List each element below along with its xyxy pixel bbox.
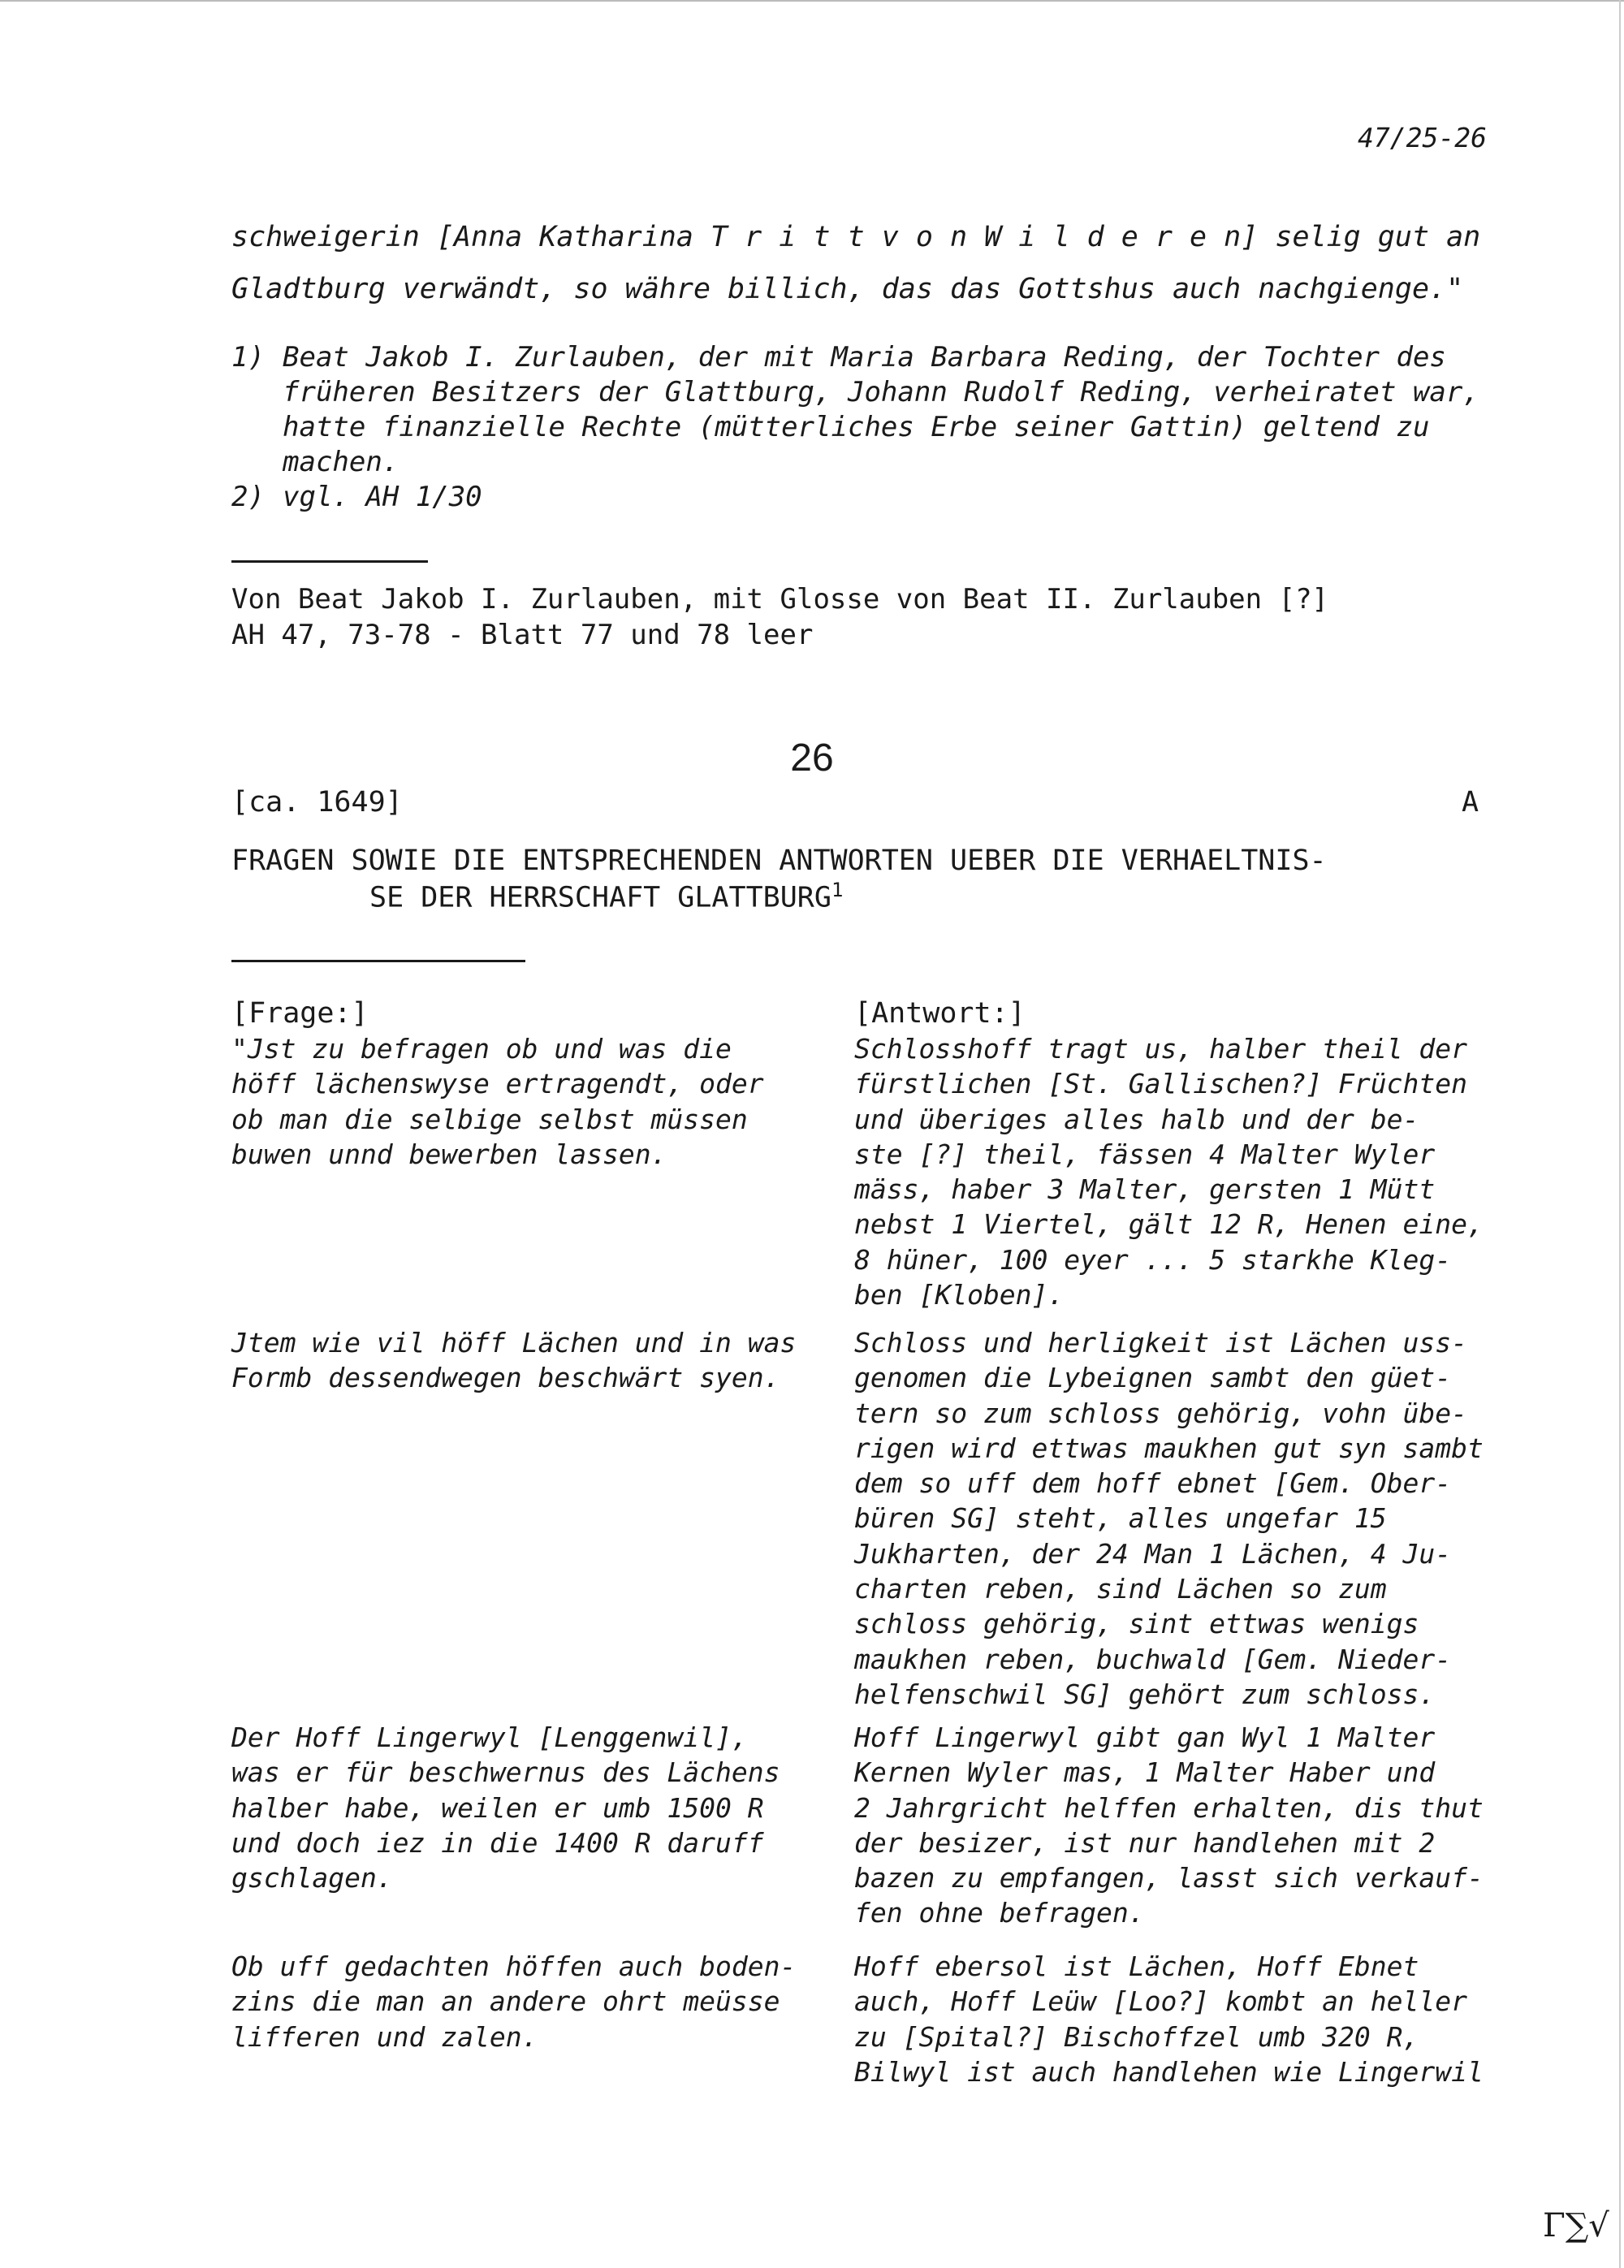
document-title-text: SE DER HERRSCHAFT GLATTBURG [369, 881, 831, 914]
question-2: Jtem wie vil höff Lächen und in was Formb dessendwegen beschwärt syen. [231, 1327, 797, 1394]
handwritten-margin-mark: Γ∑√ [1543, 2207, 1609, 2244]
source-line-2: AH 47, 73-78 - Blatt 77 und 78 leer [231, 619, 814, 651]
footnote-1-line: früheren Besitzers der Glattburg, Johann Rudolf Reding, verheiratet war, [283, 376, 1479, 408]
question-4: Ob uff gedachten höffen auch boden- zins die man an andere ohrt meüsse lifferen und zalen. [231, 1950, 797, 2053]
title-footnote-ref: 1 [831, 879, 844, 901]
answer-1: Schlosshoff tragt us, halber theil der fürstlichen [St. Gallischen?] Früchten und überiges alles halb und der be- ste [?] theil, fässen 4 Malter Wyler mäss, haber 3 Malter, gersten 1 Mütt nebst 1 Viertel, gält 12 R, Henen eine, 8 hüner, 100 eyer ... 5 starkhe Kleg- ben [Kloben]. [854, 1033, 1484, 1311]
document-number: 26 [790, 737, 834, 780]
continuation-line-1: schweigerin [Anna Katharina T r i t t v o n W i l d e r e n] selig gut an [231, 221, 1481, 253]
page-edge-top [0, 0, 1624, 2]
answer-3: Hoff Lingerwyl gibt gan Wyl 1 Malter Kernen Wyler mas, 1 Malter Haber und 2 Jahrgricht helffen erhalten, dis thut der besizer, ist nur handlehen mit 2 bazen zu empfangen, lasst sich verkauf- fen ohne befragen. [854, 1722, 1484, 1929]
page-number: 47/25-26 [1358, 122, 1487, 153]
answer-2: Schloss und herligkeit ist Lächen uss- genomen die Lybeignen sambt den güet- tern so zum schloss gehörig, vohn übe- rigen wird ettwas maukhen gut syn sambt dem so uff dem hoff ebnet [Gem. Ober- büren SG] steht, alles ungefar 15 Jukharten, der 24 Man 1 Lächen, 4 Ju- charten reben, sind Lächen so zum schloss gehörig, sint ettwas wenigs maukhen reben, buchwald [Gem. Nieder- helfenschwil SG] gehört zum schloss. [854, 1327, 1484, 1710]
separator-rule [231, 960, 525, 962]
answer-column-header: [Antwort:] [854, 997, 1026, 1030]
answer-4: Hoff ebersol ist Lächen, Hoff Ebnet auch, Hoff Leüw [Loo?] kombt an heller zu [Spital?] Bischoffzel umb 320 R, Bilwyl ist auch handlehen wie Lingerwil [854, 1950, 1484, 2088]
document-letter: A [1462, 786, 1479, 819]
question-3: Der Hoff Lingerwyl [Lenggenwil], was er für beschwernus des Lächens halber habe, weilen er umb 1500 R und doch iez in die 1400 R daruff gschlagen. [231, 1722, 780, 1894]
question-1: "Jst zu befragen ob und was die höff lächenswyse ertragendt, oder ob man die selbige selbst müssen buwen unnd bewerben lassen. [231, 1033, 764, 1170]
footnote-2-line: vgl. AH 1/30 [283, 481, 482, 513]
page-edge-right [1619, 0, 1621, 2268]
footnote-1-line: machen. [283, 446, 400, 478]
source-line-1: Von Beat Jakob I. Zurlauben, mit Glosse von Beat II. Zurlauben [?] [231, 583, 1329, 616]
question-column-header: [Frage:] [231, 997, 369, 1030]
footnote-1-line: Beat Jakob I. Zurlauben, der mit Maria Barbara Reding, der Tochter des [283, 341, 1446, 374]
document-title-line-1: FRAGEN SOWIE DIE ENTSPRECHENDEN ANTWORTEN UEBER DIE VERHAELTNIS- [231, 845, 1327, 877]
document-date: [ca. 1649] [231, 786, 403, 819]
footnote-1-line: hatte finanzielle Rechte (mütterliches Erbe seiner Gattin) geltend zu [283, 411, 1430, 443]
document-title-line-2 [369, 879, 843, 914]
continuation-line-2: Gladtburg verwändt, so währe billich, das das Gottshus auch nachgienge." [231, 273, 1464, 305]
footnote-2-number: 2) [231, 481, 265, 513]
footnote-1-number: 1) [231, 341, 265, 374]
separator-rule [231, 560, 428, 563]
